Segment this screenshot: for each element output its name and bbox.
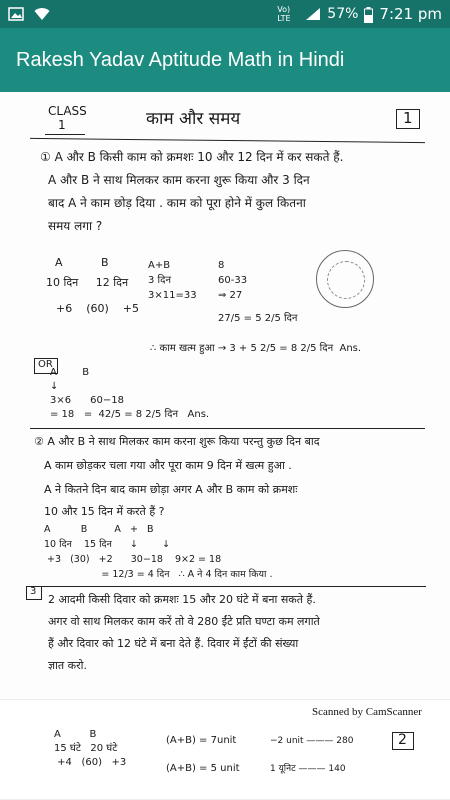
- p2-page-number: 2: [398, 732, 407, 748]
- header-rule: [30, 138, 425, 143]
- class-label: CLASS: [48, 104, 87, 118]
- battery-percent: 57%: [327, 6, 359, 22]
- or-label: OR: [38, 359, 53, 370]
- p2-work-right: −2 unit ——— 280 1 यूनिट ——— 140: [270, 736, 354, 774]
- chapter-heading: काम और समय: [146, 109, 241, 129]
- clock: 7:21 pm: [379, 5, 442, 23]
- q1-line-2: A और B ने साथ मिलकर काम करना शुरू किया और 3 दिन: [48, 173, 310, 187]
- p2-work-left: A B 15 घंटे 20 घंटे +4 (60) +3: [54, 729, 127, 768]
- wifi-icon: [34, 7, 50, 21]
- q3-line-2: अगर वो साथ मिलकर काम करें तो वे 280 ईंटे प्रति घण्टा कम लगाते: [48, 615, 320, 628]
- scanner-watermark: Scanned by CamScanner: [312, 706, 422, 718]
- document-viewer[interactable]: [0, 92, 450, 800]
- signal-icon: [305, 7, 321, 21]
- seal-stamp: [316, 250, 374, 308]
- q3-number: 3: [30, 586, 37, 597]
- page-number: 1: [403, 109, 413, 127]
- network-label: Vo) LTE: [277, 5, 291, 23]
- q3-separator: [26, 586, 426, 587]
- q1-line-1: ① A और B किसी काम को क्रमशः 10 और 12 दिन में कर सकते हैं.: [40, 150, 344, 164]
- q1-work-days: 10 दिन 12 दिन: [46, 276, 129, 289]
- q3-line-4: ज्ञात करो.: [48, 659, 87, 672]
- app-bar: [0, 28, 450, 92]
- app-title: Rakesh Yadav Aptitude Math in Hindi: [16, 48, 345, 71]
- q3-line-3: हैं और दिवार को 12 घंटे में बना देते हैं. दिवार में ईंटों की संख्या: [48, 637, 299, 650]
- battery-icon: [364, 7, 373, 21]
- q2-line-1: ② A और B ने साथ मिलकर काम करना शुरू किया परन्तु कुछ दिन बाद: [34, 435, 320, 448]
- class-number: 1: [58, 118, 66, 132]
- q1-work-headers: A B: [55, 256, 109, 269]
- q2-working: A B A + B 10 दिन 15 दिन ↓ ↓ +3 (30) +2 30−18 9×2 = 18 = 12/3 = 4 दिन ∴ A ने 4 दिन काम किया .: [44, 524, 273, 580]
- q3-line-1: 2 आदमी किसी दिवार को क्रमशः 15 और 20 घंटे में बना सकते हैं.: [48, 593, 316, 606]
- q1-line-4: समय लगा ?: [48, 219, 103, 233]
- q1-work-division: 27/5 = 5 2/5 दिन: [218, 313, 298, 324]
- q2-line-2: A काम छोड़कर चला गया और पूरा काम 9 दिन में खत्म हुआ .: [44, 459, 292, 472]
- q1-work-combined: A+B 3 दिन 3×11=33: [148, 260, 197, 301]
- document-page-1: [0, 92, 450, 700]
- status-bar: [0, 0, 450, 28]
- q1-line-3: बाद A ने काम छोड़ दिया . काम को पूरा होने में कुल कितना: [48, 196, 306, 210]
- p2-work-mid: (A+B) = 7unit (A+B) = 5 unit: [166, 735, 240, 774]
- alt-solution: A B ↓ 3×6 60−18 = 18 = 42/5 = 8 2/5 दिन Ans.: [50, 367, 210, 420]
- q2-line-4: 10 और 15 दिन में करते हैं ?: [44, 505, 165, 518]
- image-notification-icon: [8, 7, 24, 21]
- class-underline: [45, 134, 85, 135]
- document-page-2: [0, 722, 450, 800]
- q1-answer: ∴ काम खत्म हुआ → 3 + 5 2/5 = 8 2/5 दिन Ans.: [150, 343, 362, 354]
- q2-separator: [30, 428, 425, 429]
- q1-work-remaining: 8 60-33 ⇒ 27: [218, 260, 248, 301]
- q2-line-3: A ने कितने दिन बाद काम छोड़ा अगर A और B काम को क्रमशः: [44, 483, 298, 496]
- q1-work-lcm: +6 (60) +5: [56, 302, 139, 315]
